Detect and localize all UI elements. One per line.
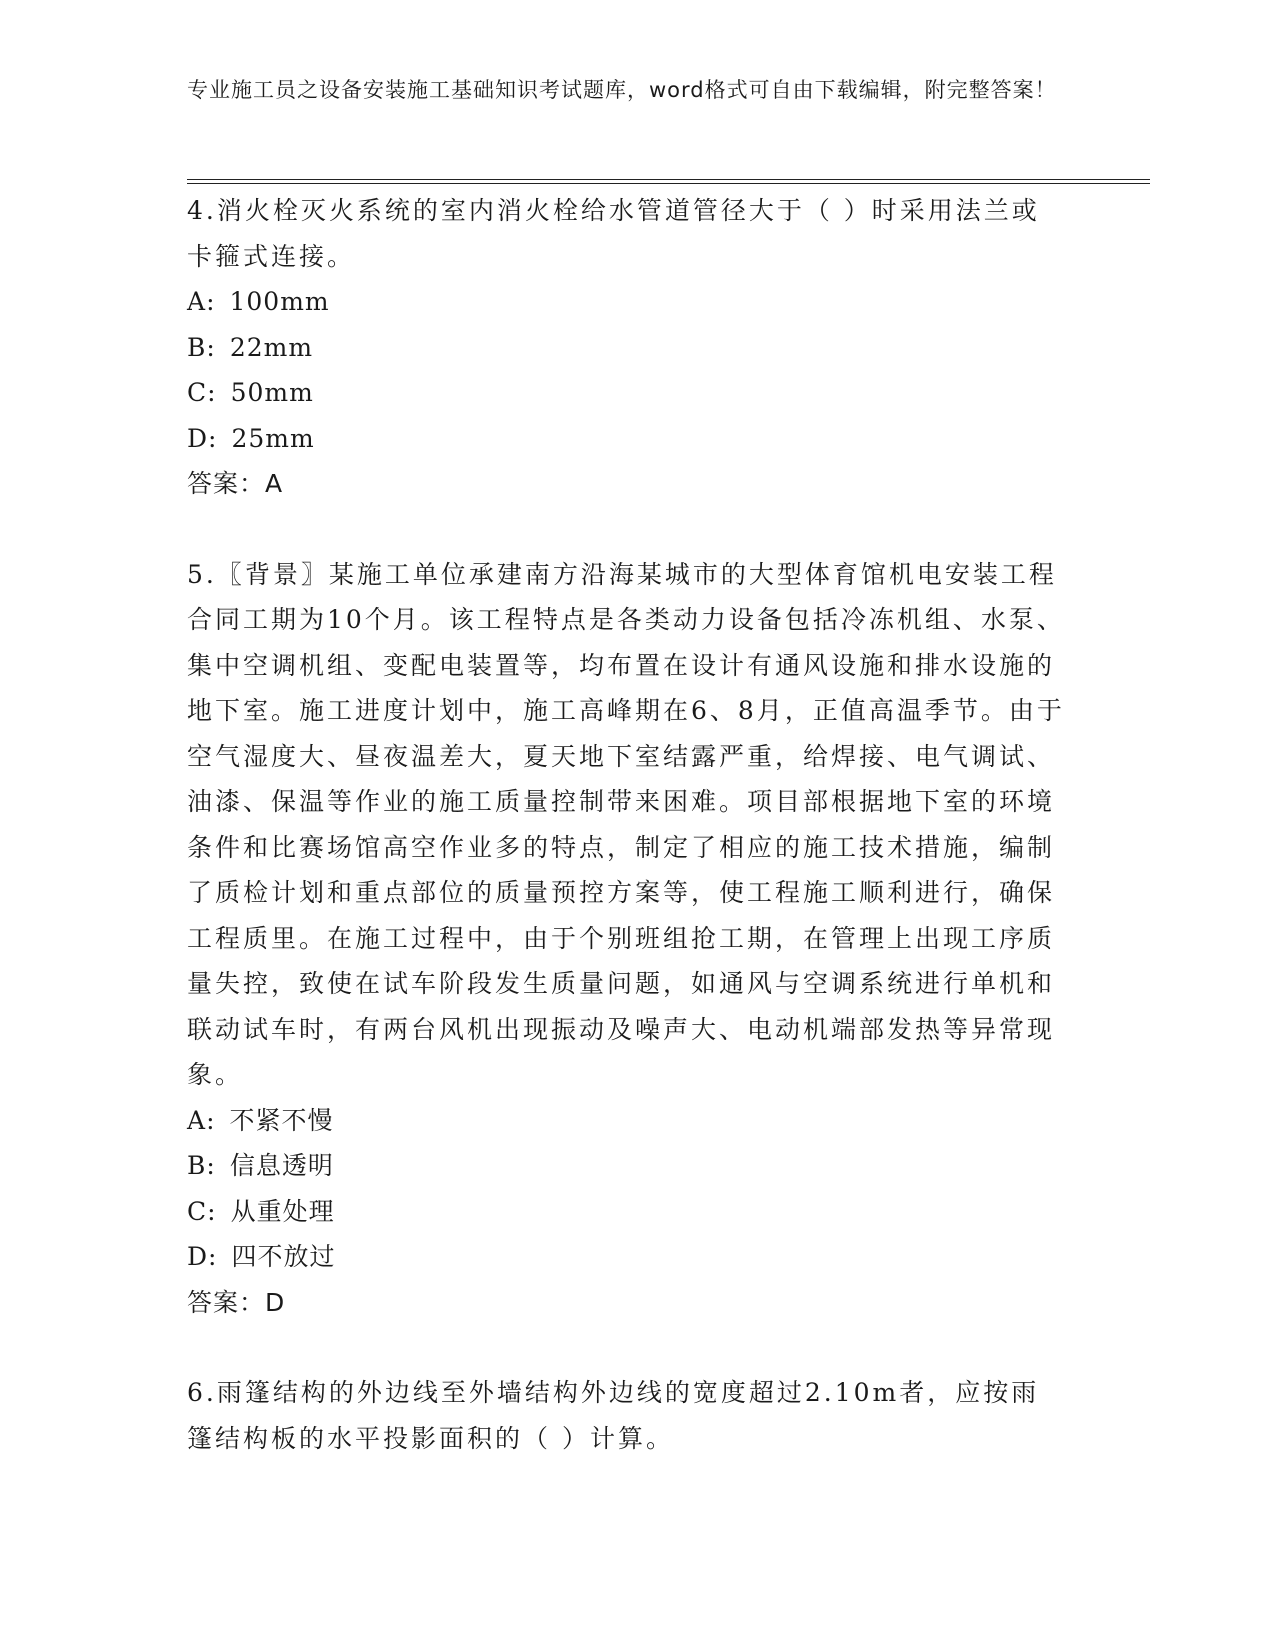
option-d	[187, 1234, 1067, 1280]
option-c	[187, 370, 1067, 416]
option-text: 四不放过	[231, 1242, 336, 1271]
option-separator: :	[207, 378, 217, 407]
question-5-stem	[187, 552, 1067, 1098]
question-spacer	[187, 507, 1067, 552]
option-separator: :	[208, 423, 218, 453]
option-text: 从重处理	[230, 1196, 335, 1226]
option-separator: :	[206, 332, 216, 362]
option-c	[187, 1189, 1067, 1235]
question-6	[187, 1370, 1067, 1461]
question-text: 消火栓灭火系统的室内消火栓给水管道管径大于（ ）时采用法兰或卡箍式连接。	[187, 196, 1040, 271]
option-key: D	[187, 1242, 209, 1271]
question-spacer	[187, 1325, 1067, 1370]
answer-value: A	[265, 469, 284, 498]
option-key: C	[187, 378, 208, 407]
page-header: 专业施工员之设备安装施工基础知识考试题库，word格式可自由下载编辑，附完整答案！	[187, 78, 1057, 102]
option-separator: :	[206, 287, 216, 316]
answer-value: D	[265, 1287, 286, 1317]
option-separator: :	[206, 1151, 216, 1180]
question-4-stem	[187, 188, 1067, 279]
option-text: 100mm	[229, 287, 330, 316]
option-separator: :	[208, 1242, 218, 1271]
question-list	[187, 188, 1067, 1461]
option-separator: :	[206, 1105, 216, 1135]
question-number: 6.	[187, 1378, 217, 1407]
option-d	[187, 416, 1067, 462]
question-number: 4.	[187, 196, 217, 225]
option-key: A	[187, 287, 207, 316]
question-text: 〖背景〗某施工单位承建南方沿海某城市的大型体育馆机电安装工程合同工期为10个月。该工程特点是各类动力设备包括冷冻机组、水泵、集中空调机组、变配电装置等，均布置在设计有通风设施和排水设施的地下室。施工进度计划中，施工高峰期在6、8月，正值高温季节。由于空气湿度大、昼夜温差大，夏天地下室结露严重，给焊接、电气调试、油漆、保温等作业的施工质量控制带来困难。项目部根据地下室的环境条件和比赛场馆高空作业多的特点，制定了相应的施工技术措施，编制了质检计划和重点部位的质量预控方案等，使工程施工顺利进行，确保工程质里。在施工过程中，由于个别班组抢工期，在管理上出现工序质量失控，致使在试车阶段发生质量问题，如通风与空调系统进行单机和联动试车时，有两台风机出现振动及噪声大、电动机端部发热等异常现象。	[187, 559, 1065, 1089]
question-4	[187, 188, 1067, 507]
option-text: 信息透明	[229, 1151, 334, 1180]
option-text: 22mm	[229, 332, 314, 362]
option-text: 不紧不慢	[229, 1105, 334, 1135]
option-key: C	[187, 1196, 208, 1226]
header-rule-top	[187, 179, 1150, 180]
header-rule-bottom	[187, 183, 1150, 184]
option-b	[187, 325, 1067, 371]
option-text: 50mm	[230, 378, 314, 407]
question-text: 雨篷结构的外边线至外墙结构外边线的宽度超过2.10m者，应按雨篷结构板的水平投影面积的（ ）计算。	[187, 1378, 1040, 1453]
option-a	[187, 279, 1067, 325]
question-number: 5.	[187, 559, 217, 589]
option-key: B	[187, 1151, 207, 1180]
option-b	[187, 1143, 1067, 1189]
answer-label: 答案：	[187, 1287, 266, 1317]
option-key: A	[187, 1105, 207, 1135]
option-key: B	[187, 332, 207, 362]
question-6-stem	[187, 1370, 1067, 1461]
option-a	[187, 1098, 1067, 1144]
option-text: 25mm	[231, 423, 315, 453]
option-separator: :	[207, 1196, 217, 1226]
question-5	[187, 552, 1067, 1326]
answer-line	[187, 1280, 1067, 1326]
answer-line	[187, 461, 1067, 507]
option-key: D	[187, 423, 209, 453]
answer-label: 答案：	[187, 469, 266, 498]
